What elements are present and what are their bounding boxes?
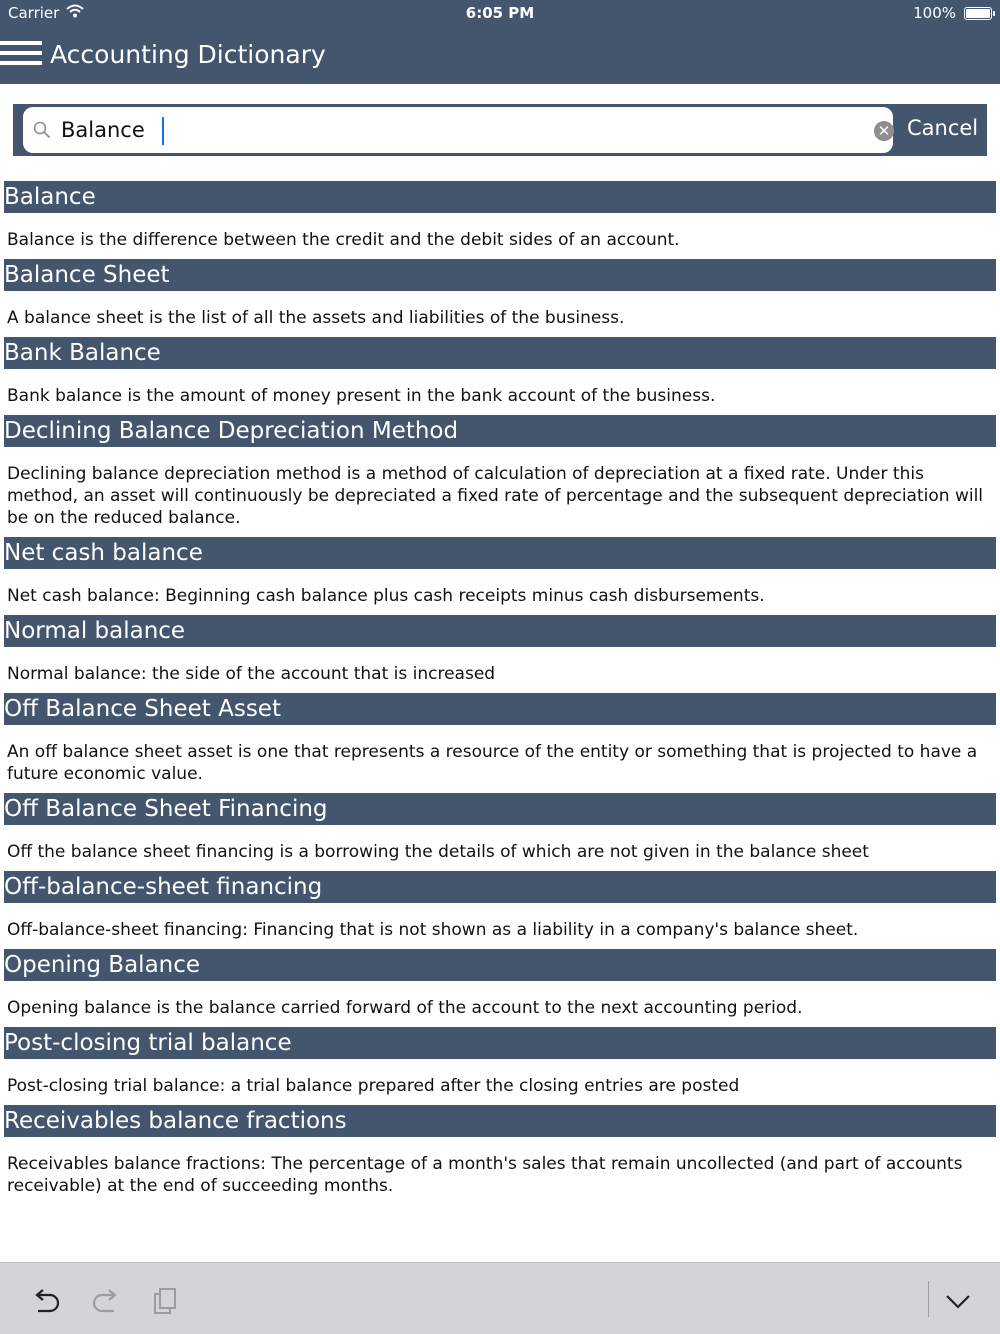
entry-title[interactable]: Declining Balance Depreciation Method bbox=[4, 415, 996, 447]
redo-icon[interactable] bbox=[90, 1285, 122, 1317]
search-field[interactable] bbox=[23, 107, 893, 153]
entry-definition: A balance sheet is the list of all the assets and liabilities of the business. bbox=[7, 308, 625, 328]
entry-definition: Normal balance: the side of the account that is increased bbox=[7, 664, 496, 684]
undo-icon[interactable] bbox=[30, 1285, 62, 1317]
entry-title[interactable]: Off Balance Sheet Asset bbox=[4, 693, 996, 725]
chevron-down-icon[interactable] bbox=[942, 1285, 974, 1317]
entry-title[interactable]: Opening Balance bbox=[4, 949, 996, 981]
paste-icon[interactable] bbox=[150, 1285, 182, 1317]
entry-title[interactable]: Balance bbox=[4, 181, 996, 213]
entry-definition: Opening balance is the balance carried forward of the account to the next accounting period. bbox=[7, 998, 803, 1018]
entry-definition: Receivables balance fractions: The percentage of a month's sales that remain uncollected (and part of accounts receivable) at the end of succeeding months. bbox=[7, 1154, 963, 1196]
search-icon bbox=[33, 121, 51, 139]
entry-title[interactable]: Off-balance-sheet financing bbox=[4, 871, 996, 903]
hamburger-menu-icon[interactable] bbox=[0, 41, 42, 71]
entry-definition: Off the balance sheet financing is a borrowing the details of which are not given in the balance sheet bbox=[7, 842, 869, 862]
carrier-label: Carrier bbox=[8, 4, 60, 22]
entry-title[interactable]: Post-closing trial balance bbox=[4, 1027, 996, 1059]
entry-definition: Off-balance-sheet financing: Financing that is not shown as a liability in a company's balance sheet. bbox=[7, 920, 859, 940]
search-input[interactable] bbox=[61, 113, 841, 147]
entry-title[interactable]: Balance Sheet bbox=[4, 259, 996, 291]
entry-definition: An off balance sheet asset is one that represents a resource of the entity or something that is projected to have a future economic value. bbox=[7, 742, 978, 784]
battery-icon bbox=[964, 7, 992, 20]
battery-percent: 100% bbox=[913, 4, 956, 22]
page-title: Accounting Dictionary bbox=[50, 40, 326, 69]
status-bar bbox=[0, 0, 1000, 28]
entry-definition: Balance is the difference between the credit and the debit sides of an account. bbox=[7, 230, 680, 250]
nav-bar bbox=[0, 28, 1000, 84]
cancel-button[interactable]: Cancel bbox=[907, 116, 979, 140]
entry-definition: Net cash balance: Beginning cash balance plus cash receipts minus cash disbursements. bbox=[7, 586, 765, 606]
toolbar-divider bbox=[928, 1281, 929, 1317]
keyboard-toolbar bbox=[0, 1262, 1000, 1334]
entry-definition: Declining balance depreciation method is a method of calculation of depreciation at a fixed rate. Under this method, an asset will continuously be depreciated a fixed rate of percentage and the subsequent depreciation will be on the reduced balance. bbox=[7, 464, 984, 528]
entry-title[interactable]: Bank Balance bbox=[4, 337, 996, 369]
entry-title[interactable]: Off Balance Sheet Financing bbox=[4, 793, 996, 825]
entry-title[interactable]: Normal balance bbox=[4, 615, 996, 647]
search-bar bbox=[13, 104, 987, 156]
status-time: 6:05 PM bbox=[465, 4, 535, 22]
text-caret bbox=[162, 117, 164, 145]
entry-title[interactable]: Receivables balance fractions bbox=[4, 1105, 996, 1137]
clear-search-icon[interactable]: ✕ bbox=[874, 121, 894, 141]
entry-definition: Bank balance is the amount of money present in the bank account of the business. bbox=[7, 386, 716, 406]
entry-definition: Post-closing trial balance: a trial balance prepared after the closing entries are posted bbox=[7, 1076, 740, 1096]
results-list bbox=[0, 181, 1000, 1205]
entry-title[interactable]: Net cash balance bbox=[4, 537, 996, 569]
